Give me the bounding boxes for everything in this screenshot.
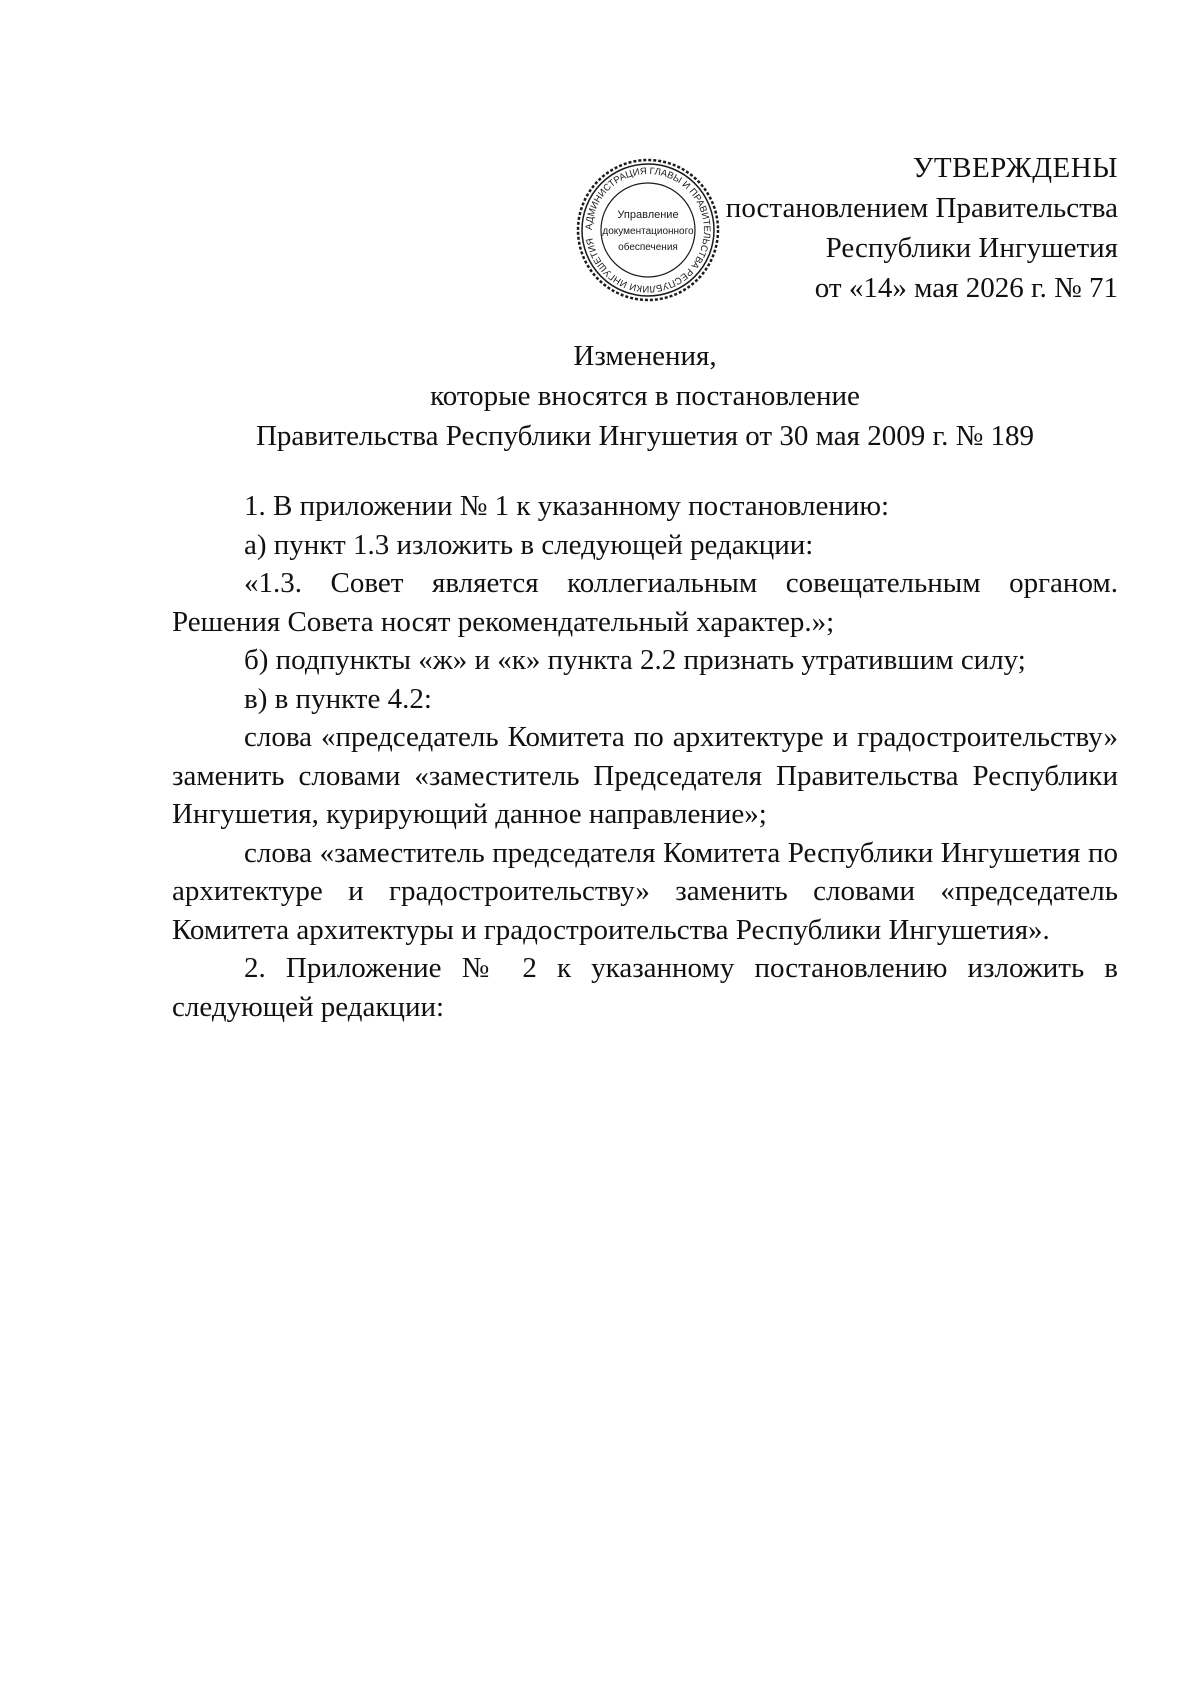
paragraph-4: б) подпункты «ж» и «к» пункта 2.2 признать утратившим силу; — [244, 644, 1026, 676]
paragraph-5: в) в пункте 4.2: — [244, 682, 432, 715]
heading-line-1: Изменения, — [573, 340, 717, 372]
paragraph-6: слова «председатель Комитета по архитектуре и градостроительству» заменить словами «заместитель Председателя Правительства Республики Ингушетия, курирующий данное направление»; — [172, 721, 1118, 830]
heading-line-3: Правительства Республики Ингушетия от 30 мая 2009 г. № 189 — [255, 420, 1034, 452]
heading-line-2: которые вносятся в постановление — [430, 380, 860, 412]
document-body — [172, 487, 1118, 1026]
approval-line-1: постановлением Правительства — [725, 192, 1118, 224]
approval-line-2: Республики Ингушетия — [825, 232, 1118, 264]
document-heading — [172, 336, 1118, 456]
approval-title: УТВЕРЖДЕНЫ — [912, 152, 1118, 184]
seal-ring-text: АДМИНИСТРАЦИЯ ГЛАВЫ И ПРАВИТЕЛЬСТВА РЕСПУБЛИКИ ИНГУШЕТИЯ — [583, 165, 713, 295]
approval-date-number: от «14» мая 2026 г. № 71 — [814, 272, 1118, 304]
official-seal-icon — [574, 156, 722, 304]
paragraph-8: 2. Приложение № 2 к указанному постановлению изложить в следующей редакции: — [172, 952, 1118, 1023]
paragraph-3: «1.3. Совет является коллегиальным совещательным органом. Решения Совета носят рекомендательный характер.»; — [172, 567, 1118, 638]
approval-block — [726, 148, 1118, 308]
seal-line-2: документационного — [602, 226, 694, 237]
paragraph-1: 1. В приложении № 1 к указанному постановлению: — [244, 490, 890, 522]
paragraph-7: слова «заместитель председателя Комитета Республики Ингушетия по архитектуре и градостроительству» заменить словами «председатель Комитета архитектуры и градостроительства Республики Ингушетия». — [172, 836, 1118, 946]
seal-line-1: Управление — [617, 209, 679, 221]
seal-line-3: обеспечения — [618, 242, 678, 253]
paragraph-2: а) пункт 1.3 изложить в следующей редакции: — [244, 528, 814, 561]
